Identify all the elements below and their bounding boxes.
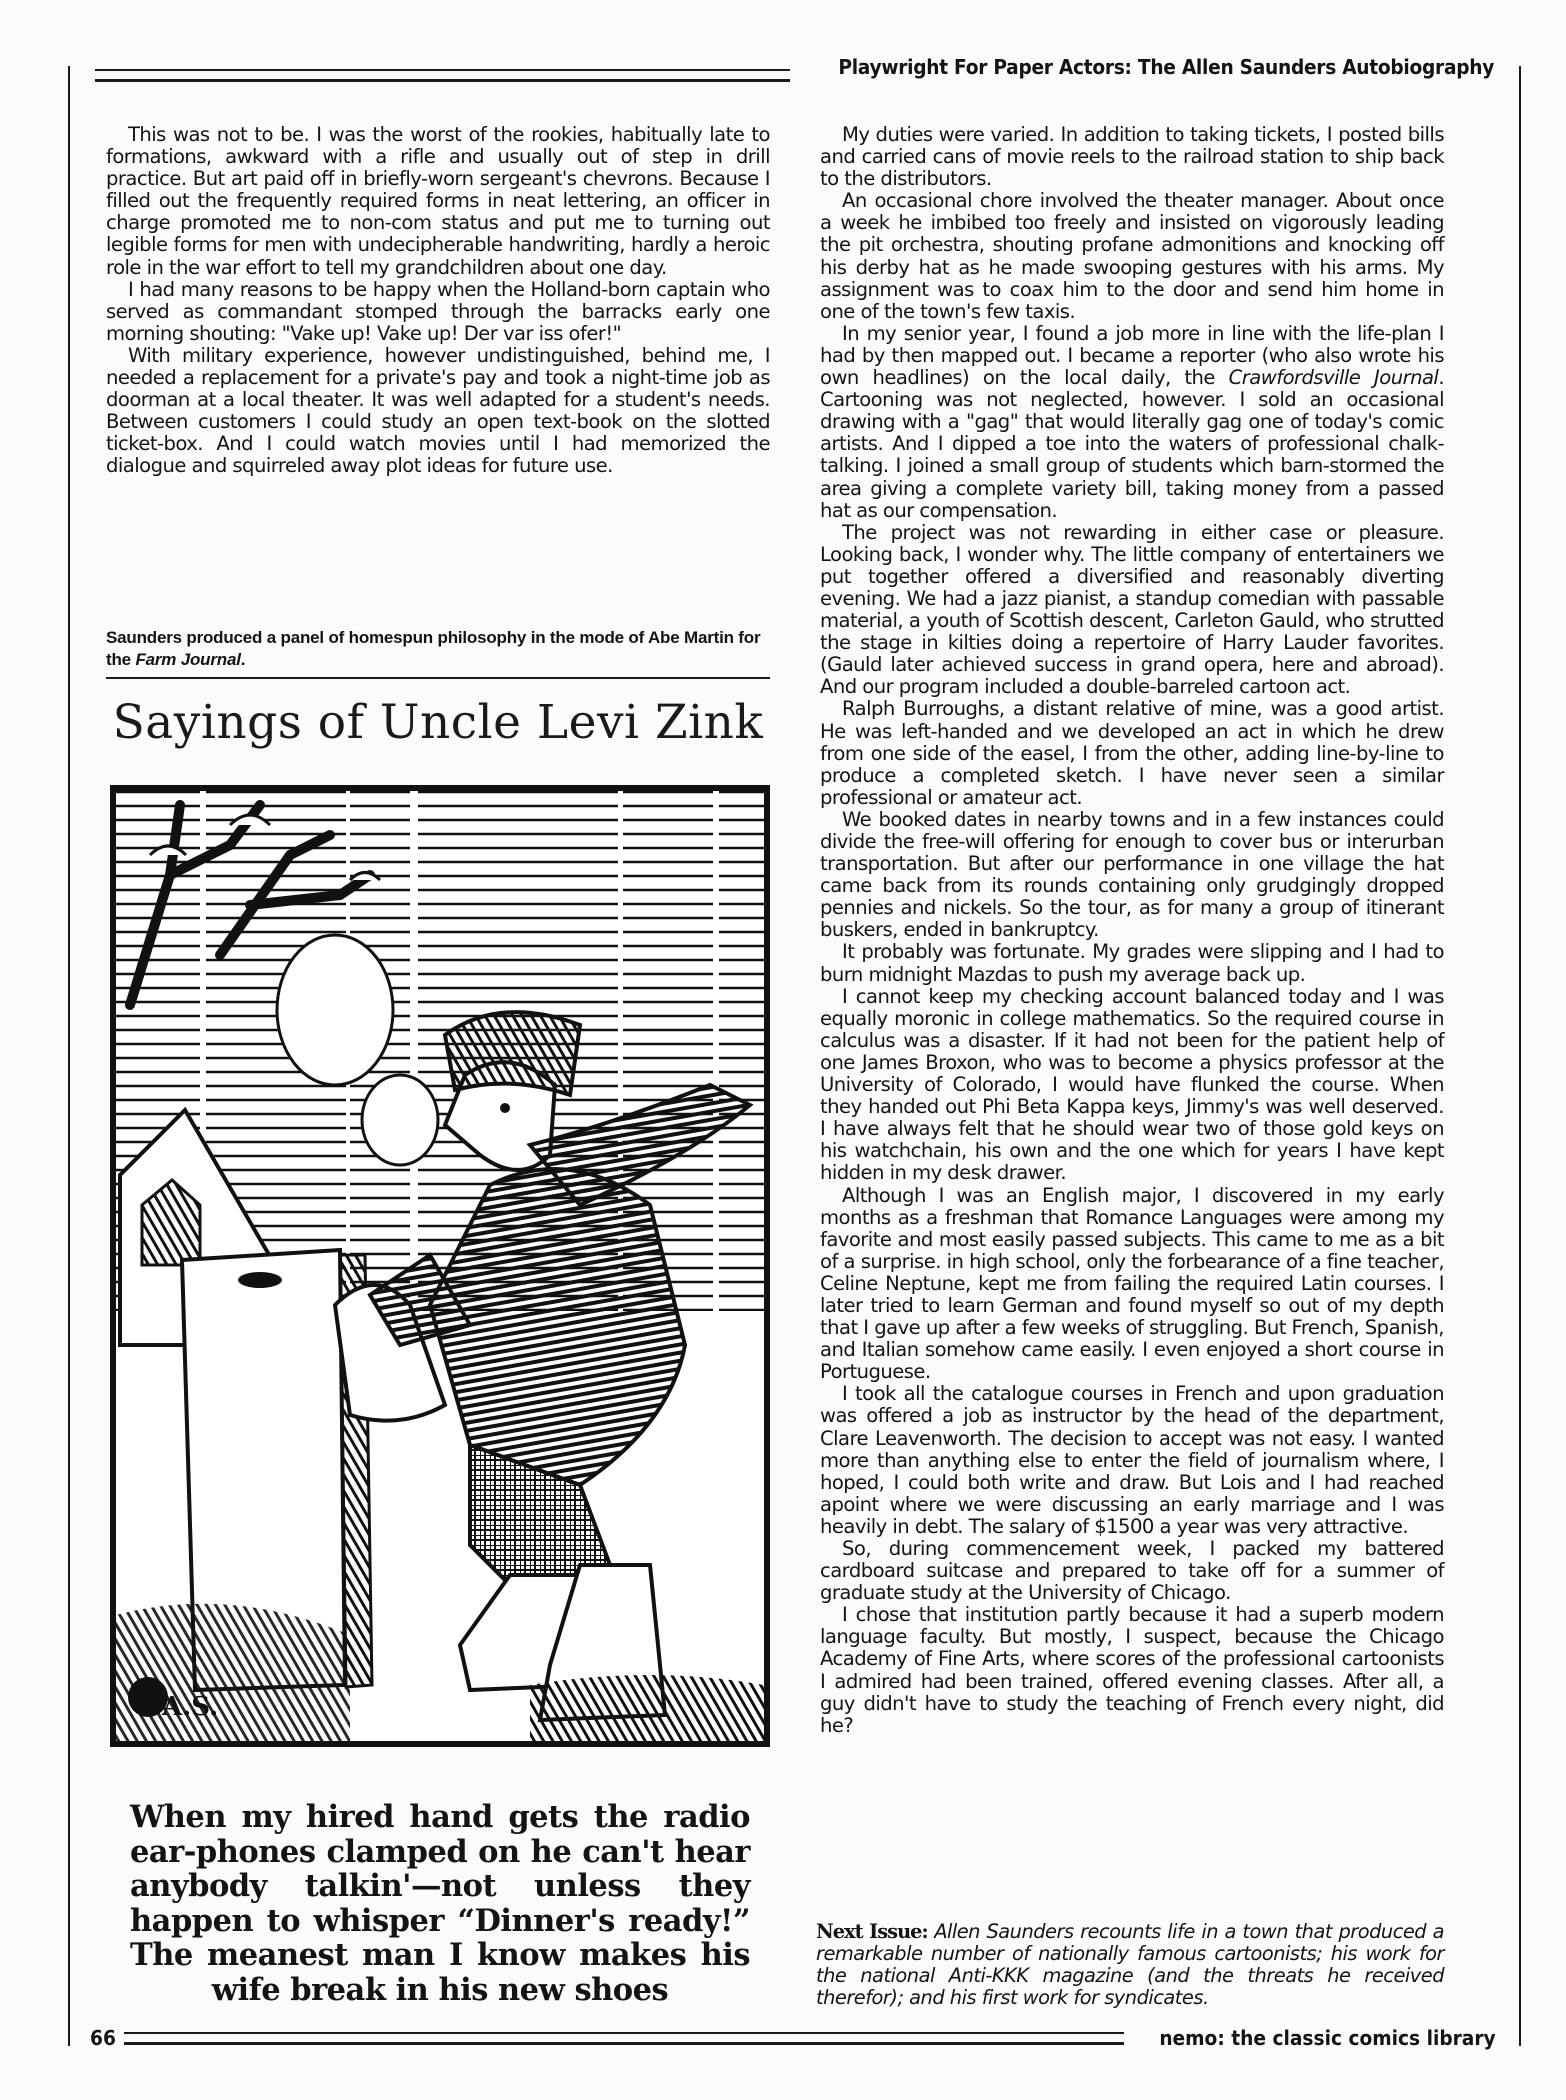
paragraph: This was not to be. I was the worst of the rookies, habitually late to formations, awkward with a rifle and usually out of step in drill practice. But art paid off in briefly-worn sergeant's chevrons. Because I filled out the frequently required forms in neat lettering, an officer in charge promoted me to non-com status and put me to turning out legible forms for men with undecipherable handwriting, hardly a heroic role in the war effort to tell my grandchildren about one day. bbox=[106, 123, 770, 279]
paragraph: In my senior year, I found a job more in line with the life-plan I had by then mapped out. I became a reporter (who also wrote his own headlines) on the local daily, the Crawfordsville Journal. Cartooning was not neglected, however. I sold an occasional drawing with a "gag" that would literally gag one of today's comic artists. And I dipped a toe into the waters of professional chalk-talking. I joined a small group of students which barn-stormed the area giving a complete variety bill, taking money from a passed hat as our compensation. bbox=[820, 321, 1444, 522]
paragraph: The project was not rewarding in either case or pleasure. Looking back, I wonder why. The little company of entertainers we put together offered a diversified and reasonably diverting evening. We had a jazz pianist, a standup comedian with passable material, a youth of Scottish descent, Carleton Gauld, who strutted the stage in kilties doing a repertoire of Harry Lauder favorites. (Gauld later achieved success in grand opera, here and abroad). And our program included a double-barreled cartoon act. bbox=[820, 520, 1444, 699]
paragraph: I cannot keep my checking account balanced today and I was equally moronic in college mathematics. So the required course in calculus was a disaster. If it had not been for the patient help of one James Broxon, who was to become a physics professor at the University of Colorado, I would have flunked the course. When they handed out Phi Beta Kappa keys, Jimmy's was well deserved. I have always felt that he should wear two of those gold keys on his watchchain, his own and the one which for years I have kept hidden in my desk drawer. bbox=[820, 984, 1444, 1185]
paragraph: It probably was fortunate. My grades were slipping and I had to burn midnight Mazdas to push my average back up. bbox=[820, 940, 1444, 986]
page-number: 66 bbox=[90, 2026, 116, 2050]
magazine-title: nemo: the classic comics library bbox=[1159, 2026, 1496, 2050]
paragraph: I chose that institution partly because it had a superb modern language faculty. But mostly, I suspect, because the Chicago Academy of Fine Arts, where scores of the professional cartoonists I admired had been trained, offered evening classes. After all, a guy didn't have to study the teaching of French every night, did he? bbox=[820, 1603, 1444, 1737]
cartoon-illustration bbox=[110, 785, 770, 1747]
right-page-rule bbox=[1519, 66, 1521, 2046]
panel-title: Sayings of Uncle Levi Zink bbox=[112, 695, 764, 750]
next-issue-teaser bbox=[816, 1921, 1444, 2009]
paragraph: An occasional chore involved the theater manager. About once a week he imbibed too freely and insisted on vigorously leading the pit orchestra, shouting profane admonitions and knocking off his derby hat as he made swooping gestures with his arms. My assignment was to coax him to the door and send him home in one of the town's few taxis. bbox=[820, 189, 1444, 323]
left-page-rule bbox=[68, 66, 70, 2046]
running-title: Playwright For Paper Actors: The Allen Saunders Autobiography bbox=[838, 55, 1494, 79]
paragraph: My duties were varied. In addition to taking tickets, I posted bills and carried cans of movie reels to the railroad station to ship back to the distributors. bbox=[820, 123, 1444, 191]
publication-name: Crawfordsville Journal bbox=[1228, 366, 1439, 390]
paragraph: Although I was an English major, I discovered in my early months as a freshman that Romance Languages were among my favorite and most easily passed subjects. This came to me as a bit of a surprise. in high school, only the forbearance of a fine teacher, Celine Neptune, kept me from failing the required Latin courses. I later tried to learn German and found myself so out of my depth that I gave up after a few weeks of struggling. But French, Spanish, and Italian somehow came easily. I even enjoyed a short course in Portuguese. bbox=[820, 1183, 1444, 1384]
paragraph: Ralph Burroughs, a distant relative of mine, was a good artist. He was left-handed and we developed an act in which he drew from one side of the easel, I from the other, adding line-by-line to produce a completed sketch. I have never seen a similar professional or amateur act. bbox=[820, 697, 1444, 809]
footer-double-rule bbox=[124, 2032, 1124, 2045]
next-issue-label: Next Issue: bbox=[816, 1920, 928, 1943]
caption-divider bbox=[106, 677, 770, 679]
caption-text: Saunders produced a panel of homespun philosophy in the mode of Abe Martin for the bbox=[106, 628, 761, 669]
paragraph: So, during commencement week, I packed my battered cardboard suitcase and prepared to take off for a summer of graduate study at the University of Chicago. bbox=[820, 1537, 1444, 1605]
panel-quote: When my hired hand gets the radio ear-phones clamped on he can't hear anybody talkin'—not unless they happen to whisper “Dinner's ready!” The meanest man I know makes his wife break in his new shoes bbox=[130, 1799, 750, 2008]
paragraph: I had many reasons to be happy when the Holland-born captain who served as commandant stomped through the barracks early one morning shouting: "Vake up! Vake up! Der var iss ofer!" bbox=[106, 277, 770, 345]
left-column-text bbox=[106, 124, 770, 478]
right-column-text bbox=[820, 124, 1444, 1737]
artist-signature: A.S. bbox=[162, 1692, 219, 1722]
caption-publication: Farm Journal bbox=[135, 650, 241, 669]
figure-caption: Saunders produced a panel of homespun philosophy in the mode of Abe Martin for the Farm Journal. bbox=[106, 628, 761, 669]
header-double-rule bbox=[95, 69, 790, 82]
paragraph: With military experience, however undistinguished, behind me, I needed a replacement for a private's pay and took a night-time job as doorman at a local theater. It was well adapted for a student's needs. Between customers I could study an open text-book on the slotted ticket-box. And I could watch movies until I had memorized the dialogue and squirreled away plot ideas for future use. bbox=[106, 343, 770, 478]
paragraph: We booked dates in nearby towns and in a few instances could divide the free-will offering for enough to cover bus or interurban transportation. But after our performance in one village the hat came back from its rounds containing only grudgingly dropped pennies and nickels. So the tour, as for many a group of itinerant buskers, ended in bankruptcy. bbox=[820, 807, 1444, 942]
next-issue-text: Allen Saunders recounts life in a town that produced a remarkable number of nationally famous cartoonists; his work for the national Anti-KKK magazine (and the threats he received therefor); and his first work for syndicates. bbox=[816, 1920, 1444, 2009]
paragraph: I took all the catalogue courses in French and upon graduation was offered a job as instructor by the head of the department, Clare Leavenworth. The decision to accept was not easy. I wanted more than anything else to enter the field of journalism where, I hoped, I could both write and draw. But Lois and I had reached apoint where we were discussing an early marriage and I was heavily in debt. The salary of $1500 a year was very attractive. bbox=[820, 1382, 1444, 1538]
